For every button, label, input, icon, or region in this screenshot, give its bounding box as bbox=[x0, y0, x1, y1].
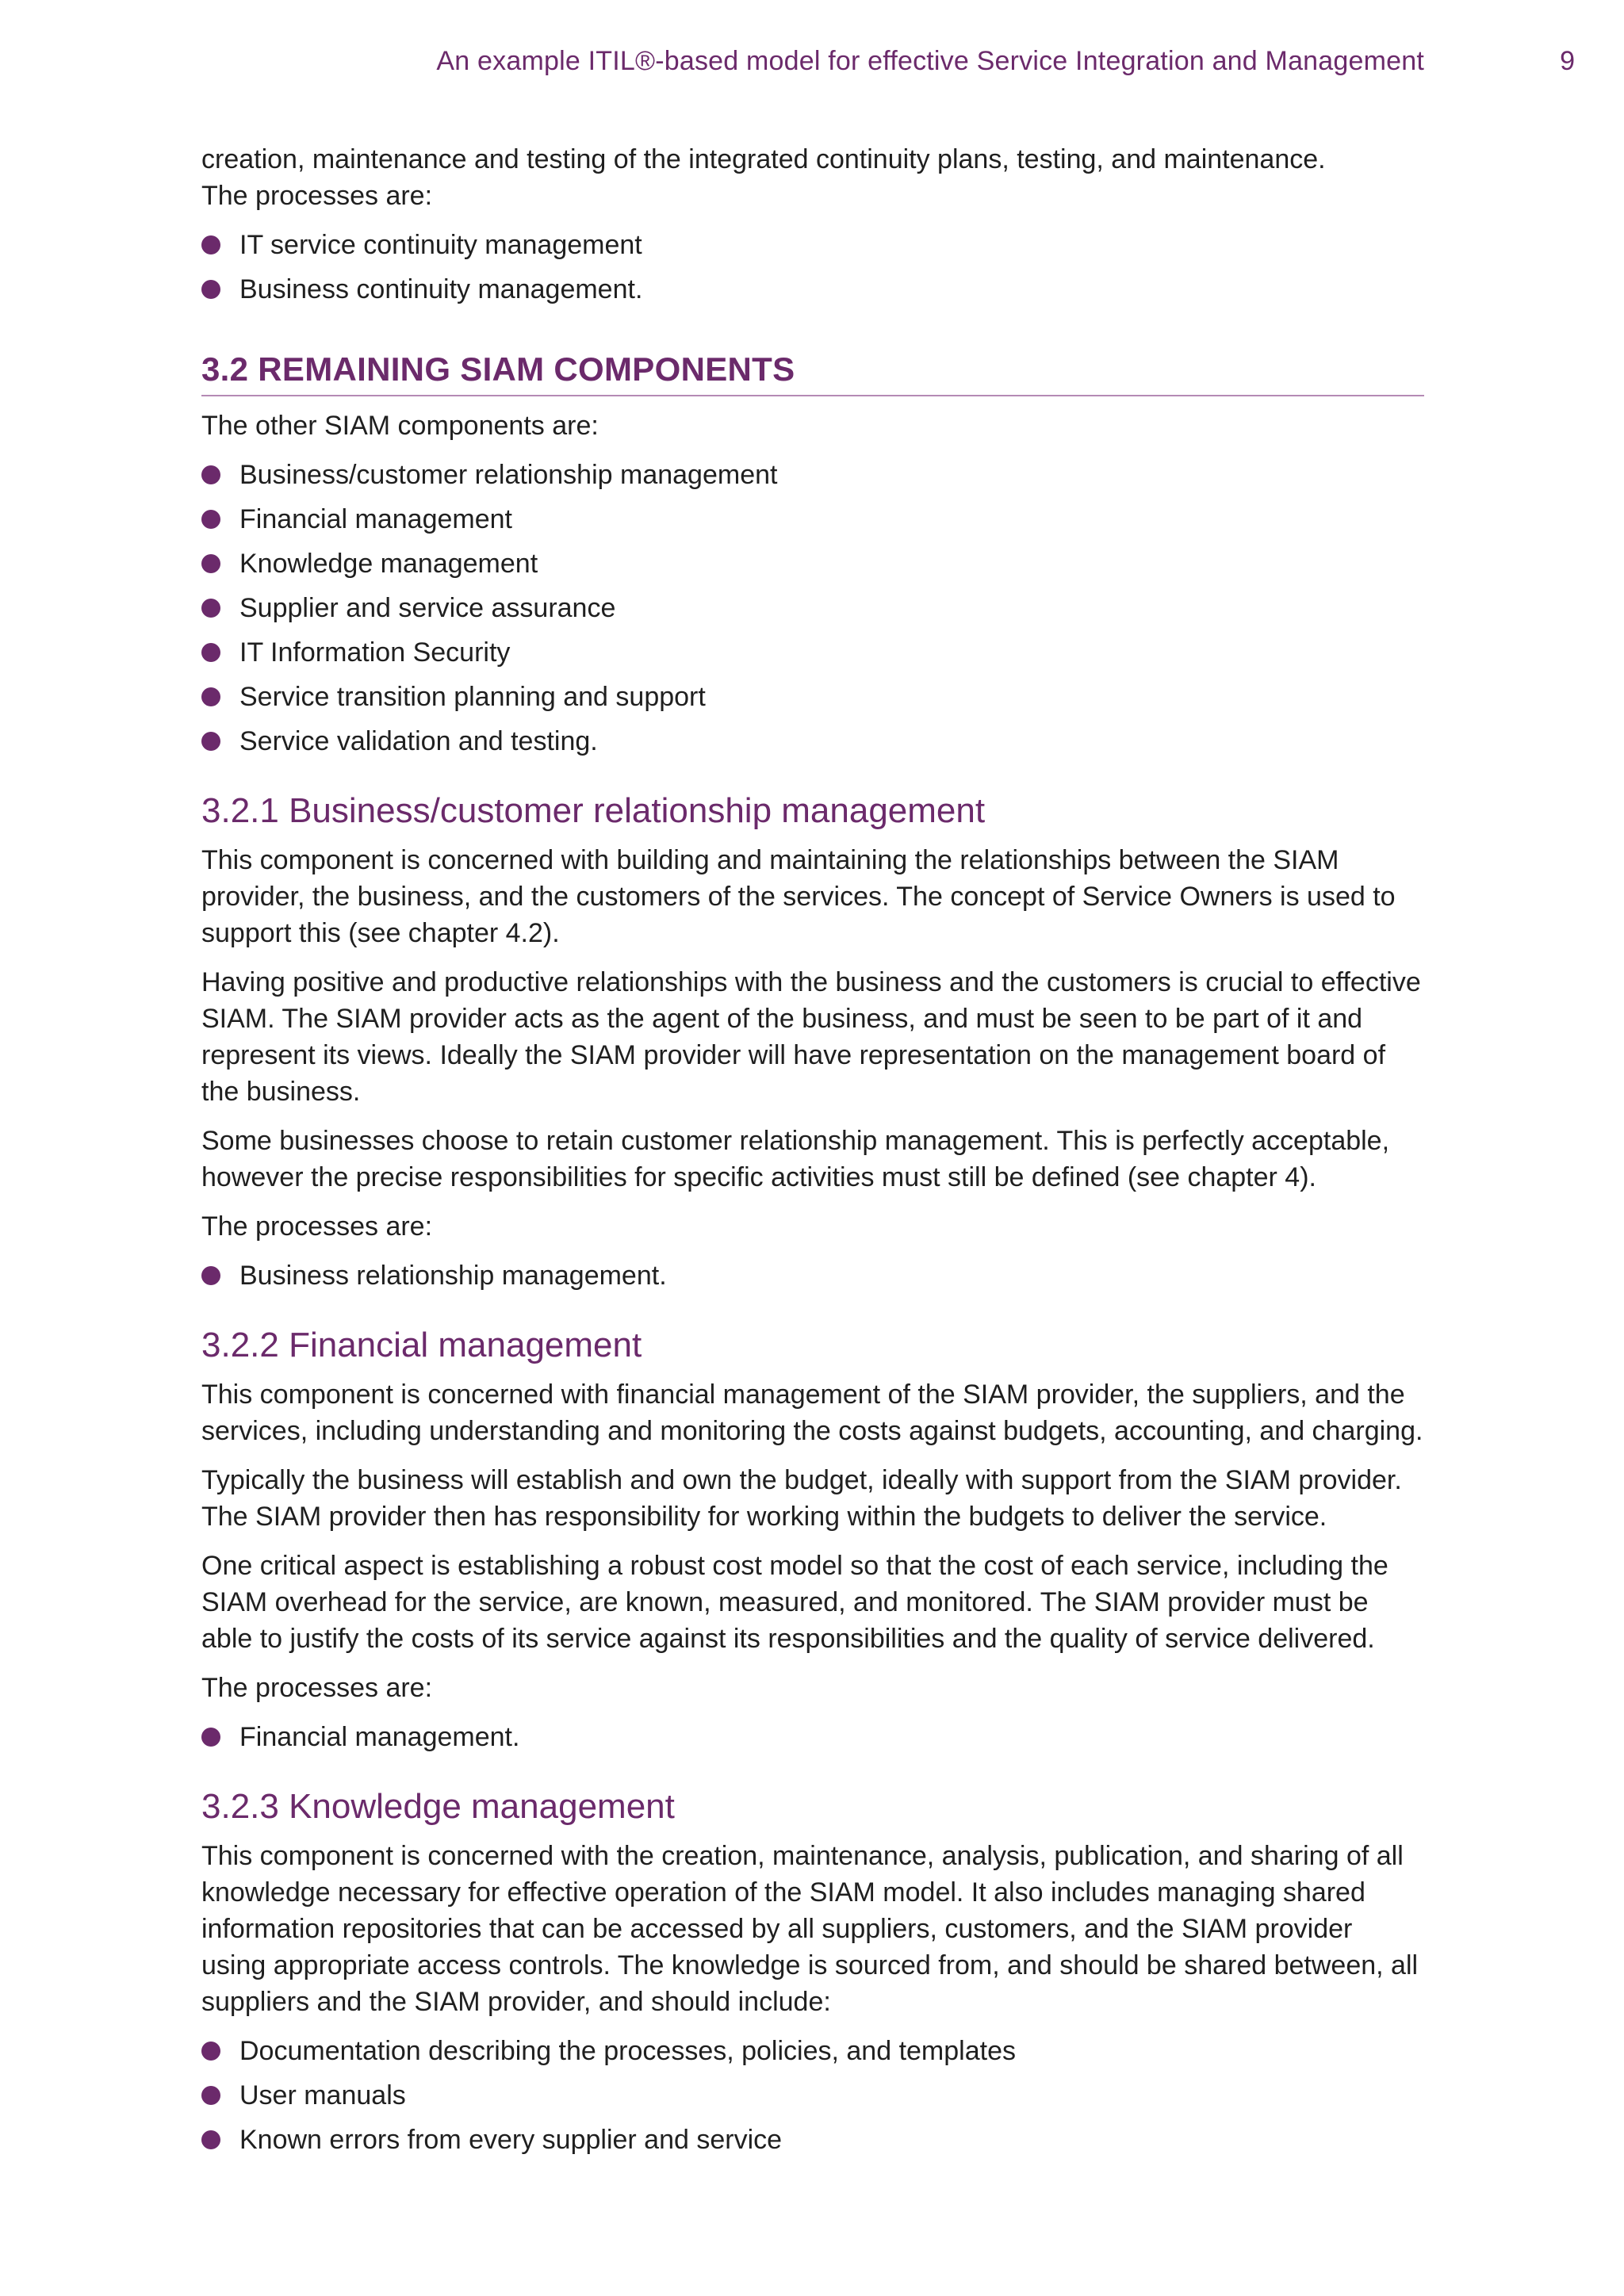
list-item-text: Financial management bbox=[239, 504, 512, 534]
paragraph: This component is concerned with the creation, maintenance, analysis, publication, and sharing of all knowledge necessary for effective operation of the SIAM model. It also includes managing shared information repositories that can be accessed by all suppliers, customers, and the SIAM provider using appropriate access controls. The knowledge is sourced from, and should be shared between, all suppliers and the SIAM provider, and should include: bbox=[201, 1841, 1419, 2017]
list-item bbox=[201, 2077, 1424, 2114]
page-content bbox=[201, 141, 1424, 2171]
paragraph: This component is concerned with building and maintaining the relationships between the SIAM provider, the business, and the customers of the services. The concept of Service Owners is used to support this (see chapter 4.2). bbox=[201, 845, 1396, 948]
paragraph: Typically the business will establish and own the budget, ideally with support from the SIAM provider. The SIAM provider then has responsibility for working within the budgets to deliver the service. bbox=[201, 1465, 1402, 1532]
list-item bbox=[201, 679, 1424, 715]
processes-bullet-list bbox=[201, 1257, 1424, 1294]
bullet-dot-icon bbox=[201, 554, 220, 573]
list-item bbox=[201, 590, 1424, 626]
list-item bbox=[201, 1257, 1424, 1294]
subsection-heading-3-2-3: 3.2.3 Knowledge management bbox=[201, 1787, 675, 1826]
list-item-text: Knowledge management bbox=[239, 549, 538, 579]
bullet-dot-icon bbox=[201, 643, 220, 662]
section-3-2-intro: The other SIAM components are: bbox=[201, 411, 599, 441]
paragraph: One critical aspect is establishing a robust cost model so that the cost of each service, including the SIAM overhead for the service, are known, measured, and monitored. The SIAM provider must be able to justify the costs of its service against its responsibilities and the quality of service delivered. bbox=[201, 1551, 1388, 1654]
bullet-dot-icon bbox=[201, 235, 220, 254]
intro-line-2: The processes are: bbox=[201, 181, 433, 211]
components-bullet-list bbox=[201, 457, 1424, 760]
intro-paragraph bbox=[201, 141, 1424, 214]
paragraph: The processes are: bbox=[201, 1211, 433, 1242]
list-item-text: IT service continuity management bbox=[239, 230, 642, 260]
bullet-dot-icon bbox=[201, 687, 220, 706]
bullet-dot-icon bbox=[201, 2042, 220, 2061]
processes-bullet-list bbox=[201, 1719, 1424, 1755]
intro-line-1: creation, maintenance and testing of the integrated continuity plans, testing, and maintenance. bbox=[201, 144, 1326, 174]
list-item-text: Financial management. bbox=[239, 1722, 520, 1752]
list-item bbox=[201, 2033, 1424, 2069]
section-heading-3-2: 3.2 REMAINING SIAM COMPONENTS bbox=[201, 350, 1424, 396]
bullet-dot-icon bbox=[201, 2086, 220, 2105]
bullet-dot-icon bbox=[201, 2130, 220, 2149]
list-item bbox=[201, 1719, 1424, 1755]
list-item bbox=[201, 545, 1424, 582]
list-item-text: Documentation describing the processes, policies, and templates bbox=[239, 2036, 1016, 2066]
list-item bbox=[201, 501, 1424, 538]
bullet-dot-icon bbox=[201, 1266, 220, 1285]
paragraph: The processes are: bbox=[201, 1673, 433, 1703]
list-item bbox=[201, 271, 1424, 308]
bullet-dot-icon bbox=[201, 732, 220, 751]
page-number: 9 bbox=[1560, 46, 1575, 76]
subsection-heading-3-2-1: 3.2.1 Business/customer relationship management bbox=[201, 791, 986, 830]
running-header: An example ITIL®-based model for effective Service Integration and Management bbox=[436, 46, 1424, 76]
list-item bbox=[201, 2122, 1424, 2158]
list-item-text: IT Information Security bbox=[239, 637, 511, 668]
list-item-text: Known errors from every supplier and service bbox=[239, 2125, 783, 2155]
subsection-heading-3-2-2: 3.2.2 Financial management bbox=[201, 1326, 642, 1364]
paragraph: This component is concerned with financial management of the SIAM provider, the suppliers, and the services, including understanding and monitoring the costs against budgets, accounting, and charging. bbox=[201, 1380, 1423, 1446]
list-item-text: Service validation and testing. bbox=[239, 726, 598, 756]
bullet-dot-icon bbox=[201, 280, 220, 299]
list-item-text: Business/customer relationship management bbox=[239, 460, 778, 490]
list-item-text: Business continuity management. bbox=[239, 274, 643, 304]
paragraph: Having positive and productive relationships with the business and the customers is crucial to effective SIAM. The SIAM provider acts as the agent of the business, and must be seen to be part of it and represent its views. Ideally the SIAM provider will have representation on the management board of the business. bbox=[201, 967, 1421, 1107]
list-item-text: Business relationship management. bbox=[239, 1261, 667, 1291]
intro-bullet-list bbox=[201, 227, 1424, 308]
list-item-text: Supplier and service assurance bbox=[239, 593, 616, 623]
bullet-dot-icon bbox=[201, 465, 220, 484]
list-item-text: User manuals bbox=[239, 2080, 406, 2110]
bullet-dot-icon bbox=[201, 1728, 220, 1747]
list-item bbox=[201, 457, 1424, 493]
list-item bbox=[201, 634, 1424, 671]
bullet-dot-icon bbox=[201, 510, 220, 529]
knowledge-bullet-list bbox=[201, 2033, 1424, 2158]
list-item-text: Service transition planning and support bbox=[239, 682, 706, 712]
list-item bbox=[201, 723, 1424, 760]
paragraph: Some businesses choose to retain customer relationship management. This is perfectly acceptable, however the precise responsibilities for specific activities must still be defined (see chapter 4). bbox=[201, 1126, 1390, 1192]
list-item bbox=[201, 227, 1424, 263]
bullet-dot-icon bbox=[201, 599, 220, 618]
